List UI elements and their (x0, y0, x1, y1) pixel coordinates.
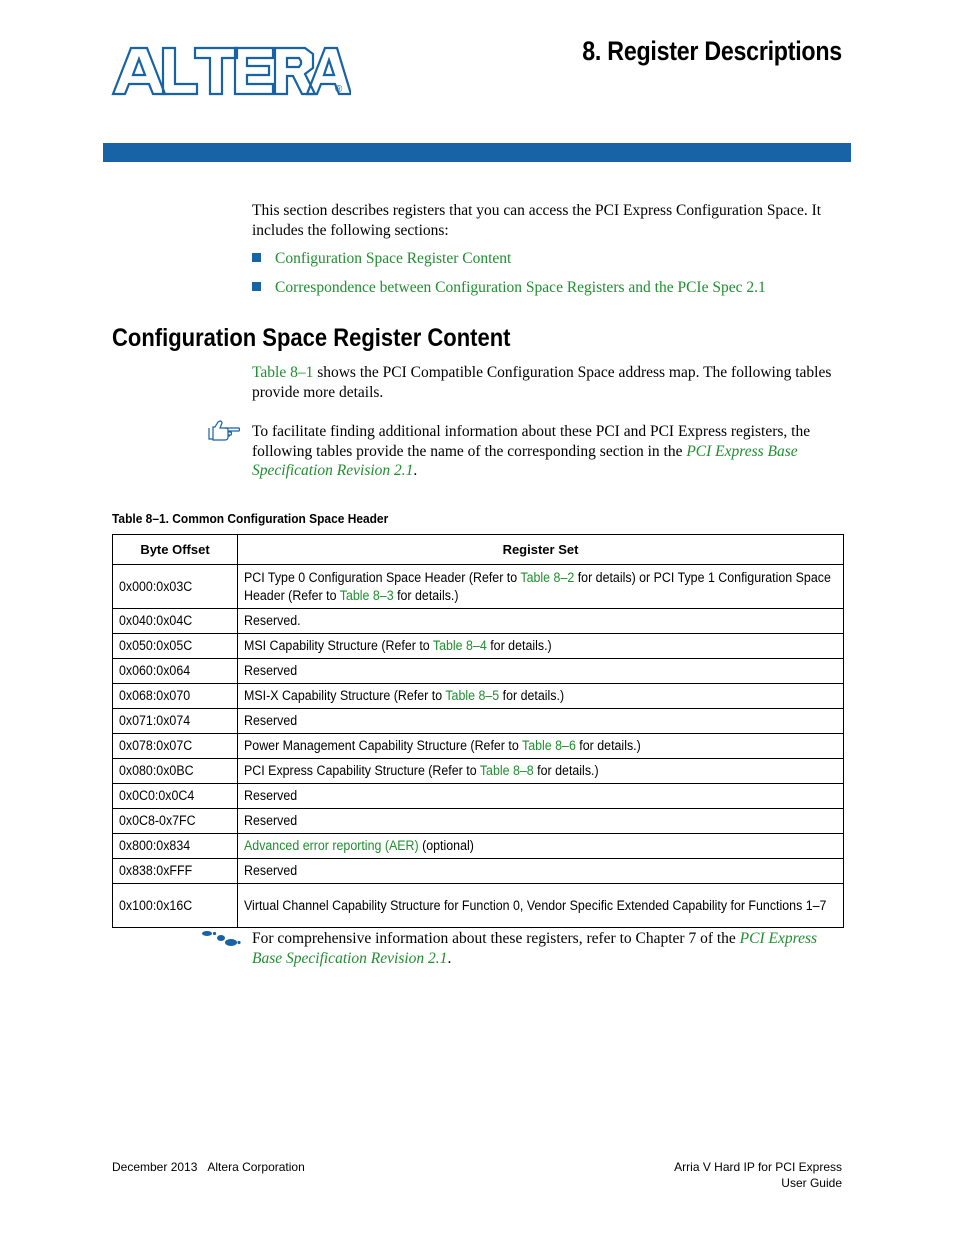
table-row (113, 734, 844, 759)
register-set-text (244, 687, 833, 705)
register-set-fragment: PCI Express Capability Structure (Refer to (244, 763, 480, 779)
table-row (113, 784, 844, 809)
register-set-fragment: Reserved (244, 788, 298, 804)
byte-offset-value: 0x100:0x16C (119, 897, 193, 913)
link-pcie-spec-chapter7[interactable]: PCI Express Base Specification Revision 2.1 (252, 930, 818, 967)
register-set-fragment: PCI Type 0 Configuration Space Header (Refer to (244, 570, 521, 585)
cell-register-set (238, 684, 844, 709)
cell-byte-offset (113, 634, 238, 659)
registered-mark: ® (335, 84, 343, 95)
register-set-fragment: Reserved (244, 863, 298, 879)
table-cross-reference-link[interactable]: Table 8–3 (339, 587, 394, 603)
register-set-fragment: for details.) (575, 738, 641, 754)
link-config-space-content[interactable]: Configuration Space Register Content (275, 250, 512, 267)
register-set-fragment: (optional) (418, 838, 474, 854)
byte-offset-value: 0x040:0x04C (119, 613, 193, 629)
register-set-fragment: for details.) (533, 763, 599, 779)
link-pcie-spec[interactable]: PCI Express Base Specification Revision 2.1 (252, 442, 798, 479)
table-cross-reference-link[interactable]: Table 8–5 (445, 688, 500, 704)
table-row (113, 884, 844, 928)
register-set-text (244, 762, 833, 780)
cell-register-set (238, 565, 844, 609)
register-set-text (244, 897, 833, 915)
table-row (113, 609, 844, 634)
note-end: . (413, 462, 418, 479)
footer-right (674, 1159, 842, 1191)
cell-byte-offset (113, 859, 238, 884)
bullet-square-icon (252, 253, 261, 262)
table-row (113, 809, 844, 834)
link-table-8-1[interactable]: Table 8–1 (252, 364, 314, 381)
header-rule (103, 143, 851, 162)
register-set-text (244, 662, 833, 680)
table-cross-reference-link[interactable]: Table 8–4 (432, 638, 487, 654)
register-set-fragment: MSI Capability Structure (Refer to (244, 638, 433, 654)
table-caption: Table 8–1. Common Configuration Space Header (112, 511, 389, 526)
table-header-row (113, 535, 844, 565)
pointing-hand-icon (207, 420, 241, 447)
register-set-text (244, 812, 833, 830)
cell-byte-offset (113, 565, 238, 609)
cell-register-set (238, 859, 844, 884)
table-row (113, 634, 844, 659)
cell-byte-offset (113, 884, 238, 928)
intro-paragraph: This section describes registers that you can access the PCI Express Configuration Space. It includes the following sections: (252, 202, 822, 239)
section-heading: Configuration Space Register Content (112, 324, 511, 352)
cell-byte-offset (113, 809, 238, 834)
cell-register-set (238, 834, 844, 859)
register-set-fragment: Reserved (244, 713, 298, 729)
cell-byte-offset (113, 734, 238, 759)
register-set-text (244, 787, 833, 805)
table-row (113, 859, 844, 884)
bullet-square-icon (252, 282, 261, 291)
register-set-fragment: for details.) (486, 638, 552, 654)
register-set-text (244, 637, 833, 655)
table-cross-reference-link[interactable]: Table 8–8 (479, 763, 534, 779)
cell-byte-offset (113, 709, 238, 734)
reference-text: For comprehensive information about these registers, refer to Chapter 7 of the (252, 930, 740, 947)
cell-register-set (238, 784, 844, 809)
table-cross-reference-link[interactable]: Table 8–6 (521, 738, 576, 754)
cell-register-set (238, 734, 844, 759)
footer-left (112, 1159, 305, 1175)
cell-byte-offset (113, 834, 238, 859)
table-row (113, 565, 844, 609)
footer-date: December 2013 (112, 1160, 198, 1174)
byte-offset-value: 0x078:0x07C (119, 738, 193, 754)
altera-logo (111, 44, 351, 100)
bullet-item-correspondence[interactable] (252, 278, 766, 297)
cell-register-set (238, 809, 844, 834)
register-set-fragment: MSI-X Capability Structure (Refer to (244, 688, 446, 704)
table-cross-reference-link[interactable]: Table 8–2 (520, 570, 575, 585)
cell-register-set (238, 709, 844, 734)
bullet-item-config-space[interactable] (252, 249, 511, 268)
register-set-text (244, 712, 833, 730)
table-body (113, 565, 844, 928)
register-set-fragment: Reserved (244, 813, 298, 829)
register-set-text (244, 737, 833, 755)
cell-register-set (238, 759, 844, 784)
register-set-fragment: Reserved. (244, 613, 301, 629)
altera-logo-graphic (111, 44, 351, 100)
register-set-text (244, 569, 833, 604)
chapter-title: 8. Register Descriptions (582, 36, 842, 66)
cell-byte-offset (113, 784, 238, 809)
table-row (113, 684, 844, 709)
link-correspondence[interactable]: Correspondence between Configuration Space Registers and the PCIe Spec 2.1 (275, 279, 766, 296)
table-cross-reference-link[interactable]: Advanced error reporting (AER) (244, 838, 419, 854)
byte-offset-value: 0x071:0x074 (119, 713, 191, 729)
footer-doc-title: Arria V Hard IP for PCI Express (674, 1160, 842, 1174)
register-table (112, 534, 844, 928)
cell-byte-offset (113, 759, 238, 784)
table-row (113, 709, 844, 734)
cell-byte-offset (113, 684, 238, 709)
footprints-icon (201, 930, 241, 953)
section-paragraph (252, 363, 842, 402)
byte-offset-value: 0x068:0x070 (119, 688, 191, 704)
table-row (113, 659, 844, 684)
byte-offset-value: 0x080:0x0BC (119, 763, 194, 779)
byte-offset-value: 0x000:0x03C (119, 578, 193, 594)
reference-paragraph (252, 929, 832, 968)
note-text: To facilitate finding additional information about these PCI and PCI Express registers, the following tables provide the name of the corresponding section in the (252, 423, 811, 460)
cell-register-set (238, 634, 844, 659)
column-header-byte-offset: Byte Offset (113, 535, 238, 565)
register-set-text (244, 612, 833, 630)
byte-offset-value: 0x0C0:0x0C4 (119, 788, 195, 804)
cell-byte-offset (113, 609, 238, 634)
table-row (113, 759, 844, 784)
byte-offset-value: 0x0C8-0x7FC (119, 813, 196, 829)
register-set-fragment: Power Management Capability Structure (Refer to (244, 738, 522, 754)
table-row (113, 834, 844, 859)
register-set-fragment: Virtual Channel Capability Structure for Function 0, Vendor Specific Extended Capability for Functions 1–7 (244, 897, 827, 913)
register-set-text (244, 862, 833, 880)
register-set-fragment: for details.) (393, 587, 459, 603)
register-set-text (244, 837, 833, 855)
footer-doc-subtitle: User Guide (781, 1176, 842, 1190)
byte-offset-value: 0x838:0xFFF (119, 863, 193, 879)
footer-company: Altera Corporation (207, 1160, 305, 1174)
cell-register-set (238, 884, 844, 928)
register-set-fragment: for details) or PCI Type 1 Configuration Space Header (Refer to (244, 570, 831, 603)
register-set-fragment: Reserved (244, 663, 298, 679)
byte-offset-value: 0x060:0x064 (119, 663, 191, 679)
section-paragraph-text: shows the PCI Compatible Configuration Space address map. The following tables provide more details. (252, 364, 832, 401)
byte-offset-value: 0x800:0x834 (119, 838, 191, 854)
byte-offset-value: 0x050:0x05C (119, 638, 193, 654)
cell-register-set (238, 609, 844, 634)
column-header-register-set: Register Set (238, 535, 844, 565)
cell-byte-offset (113, 659, 238, 684)
register-set-fragment: for details.) (499, 688, 565, 704)
cell-register-set (238, 659, 844, 684)
reference-end: . (447, 949, 452, 967)
note-paragraph (252, 422, 842, 481)
